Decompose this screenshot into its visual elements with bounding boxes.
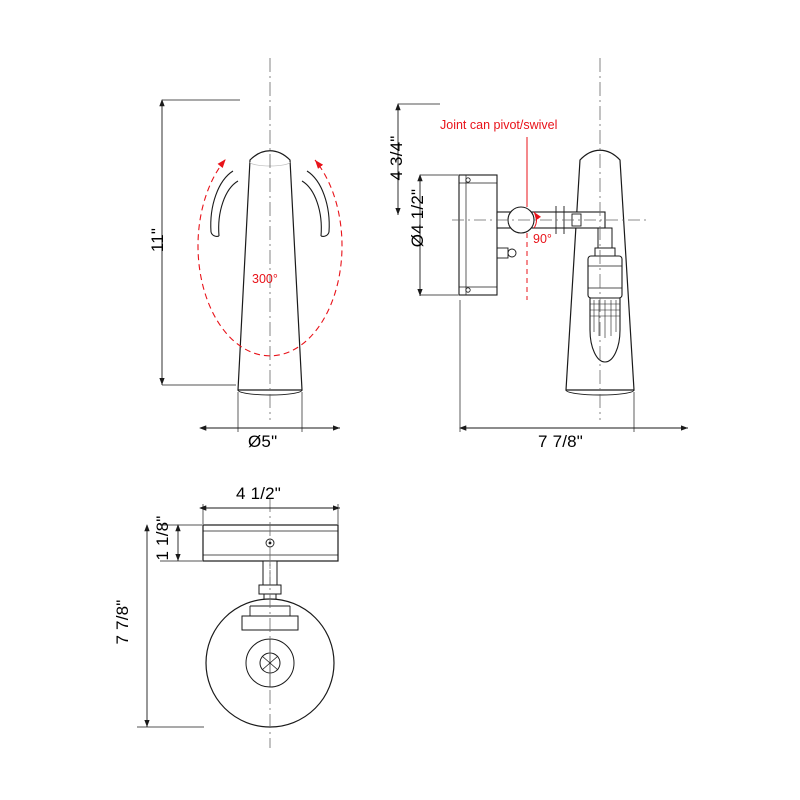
top-overall-depth-label: 7 7/8" <box>113 599 132 645</box>
side-projection-label: 7 7/8" <box>538 432 584 451</box>
top-backplate-depth-label: 1 1/8" <box>153 515 172 561</box>
top-plan-view <box>203 498 338 748</box>
side-joint-angle-label: 90° <box>533 232 552 246</box>
side-backplate-height-label: 4 3/4" <box>387 135 406 181</box>
top-backplate-width-label: 4 1/2" <box>236 484 282 503</box>
front-elevation-view <box>211 58 329 420</box>
pivot-note-label: Joint can pivot/swivel <box>440 118 558 132</box>
front-height-label: 11" <box>148 227 167 253</box>
front-width-label: Ø5" <box>248 432 278 451</box>
front-sweep-label: 300° <box>252 272 278 286</box>
front-height-dimension <box>162 100 240 385</box>
side-shade-diameter-label: Ø4 1/2" <box>408 188 427 248</box>
